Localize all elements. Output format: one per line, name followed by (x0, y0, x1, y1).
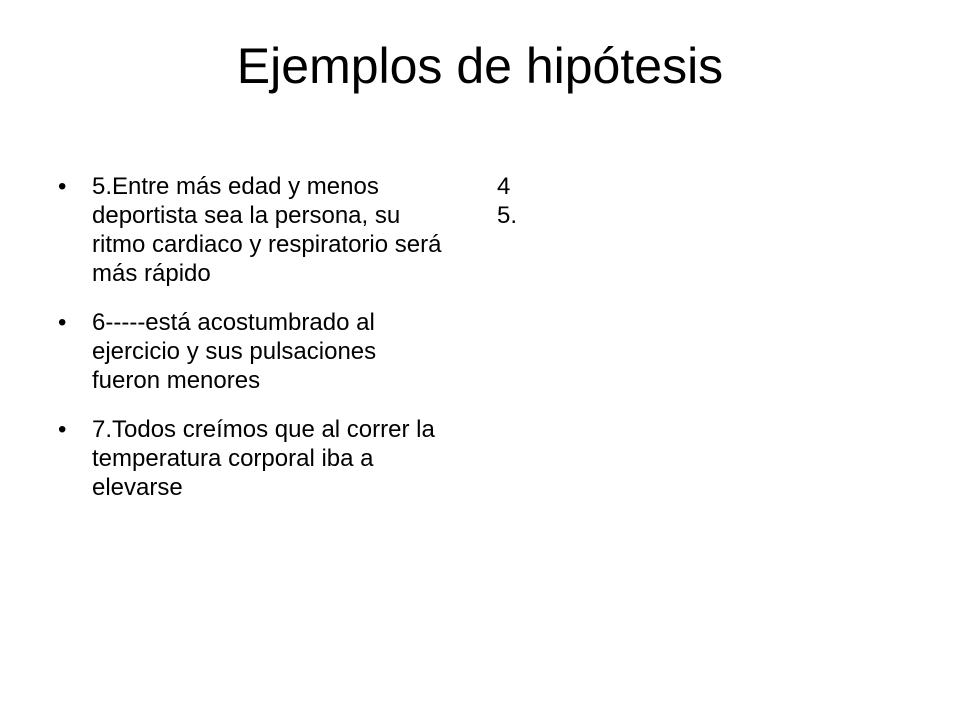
left-column (58, 172, 448, 522)
bullet-item-1 (58, 172, 448, 288)
bullet-marker: • (58, 173, 67, 200)
right-line-2: 5. (497, 202, 518, 229)
bullet-item-3 (58, 415, 448, 502)
bullet-marker: • (58, 416, 67, 443)
bullet-text: 7.Todos creímos que al correr la temperatura corporal iba a elevarse (92, 416, 435, 501)
bullet-marker: • (58, 309, 67, 336)
slide-title: Ejemplos de hipótesis (236, 38, 724, 94)
right-line-1: 4 (497, 173, 511, 200)
bullet-list (58, 172, 448, 502)
bullet-text: 6-----está acostumbrado al ejercicio y sus pulsaciones fueron menores (92, 309, 377, 394)
right-column (497, 172, 897, 230)
bullet-item-2 (58, 308, 448, 395)
bullet-text: 5.Entre más edad y menos deportista sea la persona, su ritmo cardiaco y respiratorio será más rápido (92, 173, 442, 287)
